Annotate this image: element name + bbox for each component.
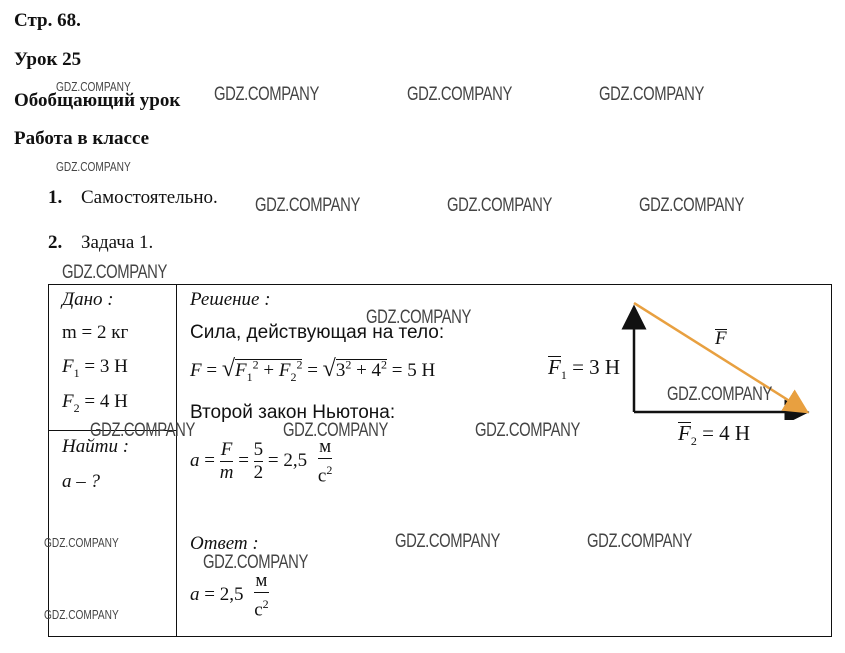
f1-label: $F_1 = 3$ Н bbox=[548, 355, 621, 383]
watermark: GDZ.COMPANY bbox=[395, 531, 500, 552]
resultant-label: F bbox=[715, 328, 727, 349]
watermark: GDZ.COMPANY bbox=[667, 384, 772, 405]
watermark: GDZ.COMPANY bbox=[255, 195, 360, 216]
find-value: a – ? bbox=[62, 471, 100, 492]
watermark: GDZ.COMPANY bbox=[366, 307, 471, 328]
watermark: GDZ.COMPANY bbox=[407, 84, 512, 105]
watermark: GDZ.COMPANY bbox=[283, 420, 388, 441]
watermark: GDZ.COMPANY bbox=[599, 84, 704, 105]
answer-label: Ответ : bbox=[190, 533, 259, 554]
item-2 bbox=[48, 232, 153, 254]
solution-label: Решение : bbox=[190, 289, 271, 310]
watermark: GDZ.COMPANY bbox=[203, 552, 308, 573]
watermark: GDZ.COMPANY bbox=[56, 159, 131, 174]
given-label: Дано : bbox=[62, 289, 114, 310]
watermark: GDZ.COMPANY bbox=[56, 79, 131, 94]
solution-line-2: Второй закон Ньютона: bbox=[190, 402, 396, 423]
answer-value: a = 2,5 $\frac{м}{с^2}$ bbox=[190, 570, 269, 621]
watermark: GDZ.COMPANY bbox=[214, 84, 319, 105]
watermark: GDZ.COMPANY bbox=[44, 535, 119, 550]
page-number: Стр. 68. bbox=[14, 10, 81, 31]
lesson-title: Урок 25 bbox=[14, 49, 82, 70]
formula-newton: a = $\frac{F}{m}$ = $\frac{5}{2}$ = 2,5 $\frac{м}{с^2}$ bbox=[190, 436, 333, 487]
watermark: GDZ.COMPANY bbox=[90, 420, 195, 441]
watermark: GDZ.COMPANY bbox=[44, 607, 119, 622]
watermark: GDZ.COMPANY bbox=[62, 262, 167, 283]
lesson-topic: Обобщающий урок bbox=[14, 90, 181, 111]
given-mass: m = 2 кг bbox=[62, 322, 129, 343]
watermark: GDZ.COMPANY bbox=[587, 531, 692, 552]
f2-label: $F_2 = 4$ Н bbox=[678, 421, 751, 449]
watermark: GDZ.COMPANY bbox=[639, 195, 744, 216]
item-2-text: Задача 1. bbox=[81, 232, 154, 253]
item-1-number: 1. bbox=[48, 187, 63, 208]
item-1-text: Самостоятельно. bbox=[81, 187, 218, 208]
section-title: Работа в классе bbox=[14, 128, 150, 149]
watermark: GDZ.COMPANY bbox=[475, 420, 580, 441]
formula-resultant: $F = √F_1^2 + F_2^2 = √3^2 + 4^2 = 5$ Н bbox=[190, 356, 436, 384]
table-divider bbox=[176, 284, 177, 636]
find-label: Найти : bbox=[62, 436, 130, 457]
item-2-number: 2. bbox=[48, 232, 63, 253]
solution-line-1: Сила, действующая на тело: bbox=[190, 322, 445, 343]
item-1 bbox=[48, 187, 218, 209]
given-f2: $F_2 = 4$ Н bbox=[62, 391, 128, 415]
watermark: GDZ.COMPANY bbox=[447, 195, 552, 216]
given-f1: $F_1 = 3$ Н bbox=[62, 356, 128, 380]
